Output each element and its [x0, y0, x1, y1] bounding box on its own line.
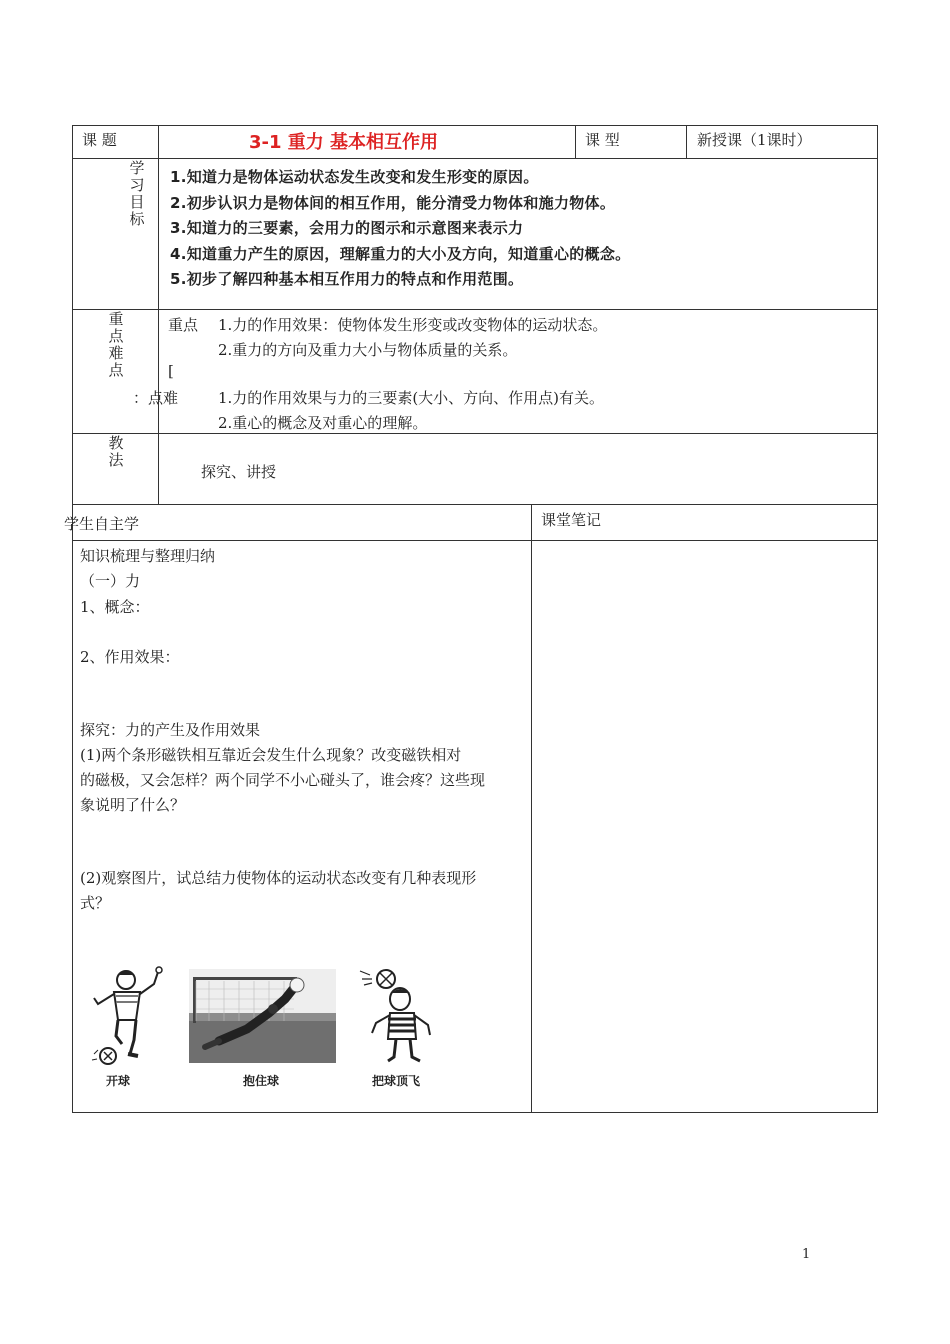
table-border-left: [72, 125, 73, 1113]
content-line: 式？: [80, 894, 111, 912]
key-item: 1.力的作用效果：使物体发生形变或改变物体的运动状态。: [218, 316, 608, 334]
content-line: （一）力: [80, 572, 141, 590]
method-value: 探究、讲授: [201, 463, 277, 481]
bracket-mark: [: [168, 362, 174, 380]
table-border-top: [72, 125, 878, 126]
row-divider: [72, 309, 878, 310]
notes-header: 课堂笔记: [541, 511, 602, 529]
key-item: 2.重力的方向及重力大小与物体质量的关系。: [218, 341, 518, 359]
content-line: 象说明了什么？: [80, 796, 186, 814]
hard-label: ：点难: [133, 389, 179, 407]
content-line: 探究：力的产生及作用效果: [80, 721, 261, 739]
hard-item: 2.重心的概念及对重心的理解。: [218, 414, 428, 432]
table-border-right: [877, 125, 878, 1113]
type-label: 课 型: [585, 131, 620, 149]
col-divider: [158, 125, 159, 505]
method-label-text: 教法: [108, 434, 124, 469]
objectives-label-text: 学习目标: [129, 159, 145, 228]
method-label: [108, 435, 124, 469]
key-label: 重点: [168, 316, 199, 334]
table-border-bottom: [72, 1112, 878, 1113]
objective-item: 3.知道力的三要素，会用力的图示和示意图来表示力: [170, 219, 524, 237]
row-divider: [72, 504, 878, 505]
content-line: (1)两个条形磁铁相互靠近会发生什么现象？改变磁铁相对: [80, 746, 462, 764]
content-line: 1、概念：: [80, 598, 150, 616]
topic-label: 课 题: [82, 131, 117, 149]
row-divider: [72, 158, 878, 159]
header-illustration: [354, 963, 438, 1067]
objective-item: 2.初步认识力是物体间的相互作用，能分清受力物体和施力物体。: [170, 194, 616, 212]
hard-item: 1.力的作用效果与力的三要素(大小、方向、作用点)有关。: [218, 389, 605, 407]
objectives-label: [129, 160, 145, 228]
content-line: 的磁极，又会怎样？两个同学不小心碰头了，谁会疼？这些现: [80, 771, 486, 789]
col-divider: [686, 125, 687, 159]
type-value: 新授课（1课时）: [697, 131, 812, 149]
keypoints-label: [108, 311, 124, 379]
self-study-header: 学生自主学: [64, 515, 140, 533]
content-line: (2)观察图片，试总结力使物体的运动状态改变有几种表现形: [80, 869, 477, 887]
col-divider: [575, 125, 576, 159]
page-number: 1: [802, 1247, 811, 1262]
row-divider: [72, 433, 878, 434]
objective-item: 4.知道重力产生的原因，理解重力的大小及方向，知道重心的概念。: [170, 245, 631, 263]
row-divider: [72, 540, 878, 541]
caption-catch: 抱住球: [243, 1074, 280, 1088]
objective-item: 1.知道力是物体运动状态发生改变和发生形变的原因。: [170, 168, 539, 186]
goalkeeper-photo: [189, 969, 336, 1063]
caption-kickoff: 开球: [106, 1074, 131, 1088]
keypoints-label-text: 重点难点: [108, 310, 124, 379]
col-divider: [531, 504, 532, 1113]
kickoff-illustration: [86, 962, 166, 1066]
objective-item: 5.初步了解四种基本相互作用力的特点和作用范围。: [170, 270, 524, 288]
content-line: 2、作用效果：: [80, 648, 180, 666]
caption-header: 把球顶飞: [372, 1074, 421, 1088]
content-line: 知识梳理与整理归纳: [80, 547, 216, 565]
page-title: 3-1 重力 基本相互作用: [249, 132, 439, 153]
